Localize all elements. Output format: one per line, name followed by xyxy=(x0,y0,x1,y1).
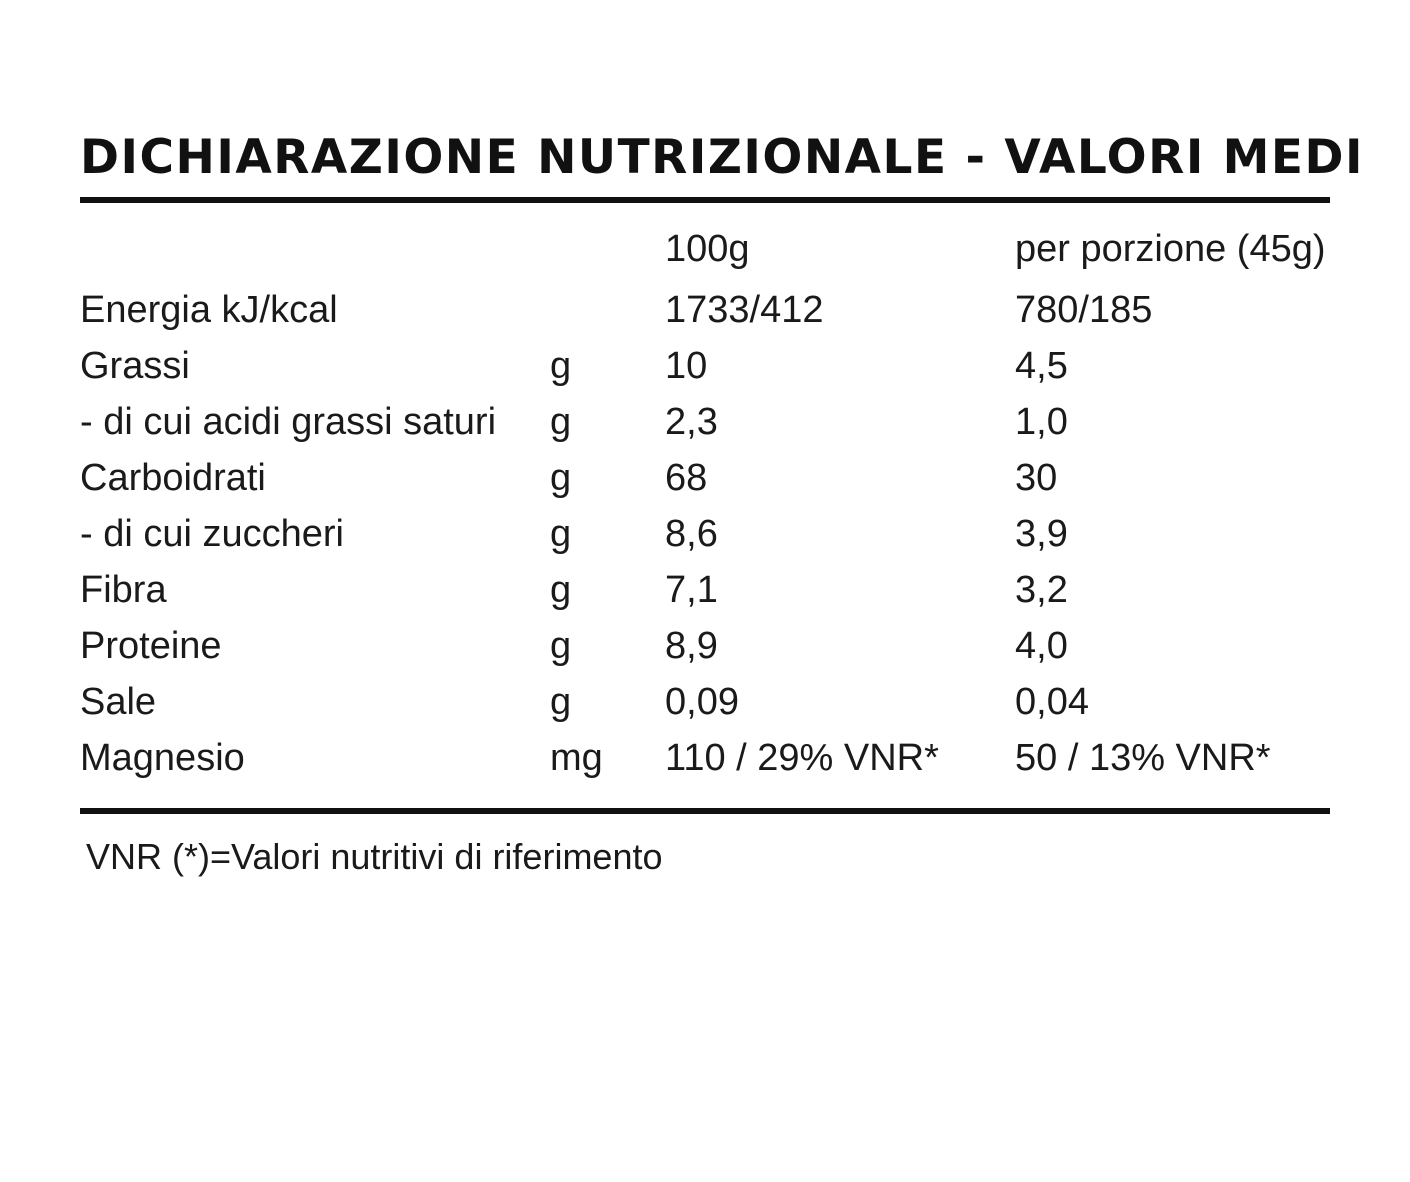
table-row xyxy=(80,282,1330,338)
table-row xyxy=(80,674,1330,730)
column-header-nutrient xyxy=(80,221,550,282)
nutrient-unit xyxy=(550,282,665,338)
nutrient-value-portion: 50 / 13% VNR* xyxy=(1015,737,1271,779)
nutrient-value-100g: 2,3 xyxy=(665,401,718,443)
nutrient-value-100g: 1733/412 xyxy=(665,289,824,331)
table-row xyxy=(80,450,1330,506)
nutrient-name: Proteine xyxy=(80,625,222,667)
nutrient-value-portion: 4,5 xyxy=(1015,345,1068,387)
table-row xyxy=(80,618,1330,674)
nutrient-value-portion: 3,2 xyxy=(1015,569,1068,611)
nutrient-unit: g xyxy=(550,681,572,723)
nutrient-unit: g xyxy=(550,569,572,611)
nutrient-name: Fibra xyxy=(80,569,167,611)
table-row xyxy=(80,506,1330,562)
nutrient-unit: g xyxy=(550,401,572,443)
page-title: DICHIARAZIONE NUTRIZIONALE - VALORI MEDI xyxy=(80,130,1365,185)
vnr-footnote: VNR (*)=Valori nutritivi di riferimento xyxy=(86,836,663,877)
nutrient-value-100g: 7,1 xyxy=(665,569,718,611)
nutrient-name: - di cui acidi grassi saturi xyxy=(80,401,497,443)
nutrient-value-portion: 780/185 xyxy=(1015,289,1153,331)
nutrient-name: Energia kJ/kcal xyxy=(80,289,338,331)
nutrient-value-portion: 3,9 xyxy=(1015,513,1068,555)
nutrient-value-portion: 0,04 xyxy=(1015,681,1089,723)
nutrient-name: Grassi xyxy=(80,345,190,387)
column-header-unit xyxy=(550,221,665,282)
table-row xyxy=(80,338,1330,394)
nutrient-value-portion: 4,0 xyxy=(1015,625,1068,667)
table-row xyxy=(80,394,1330,450)
nutrient-name: Magnesio xyxy=(80,737,245,779)
nutrient-unit: g xyxy=(550,625,572,667)
title-divider xyxy=(80,197,1330,203)
nutrient-value-100g: 8,9 xyxy=(665,625,718,667)
table-header-row xyxy=(80,221,1330,282)
nutrient-value-100g: 10 xyxy=(665,345,708,387)
nutrient-value-portion: 30 xyxy=(1015,457,1058,499)
nutrition-table xyxy=(80,221,1330,786)
table-row xyxy=(80,562,1330,618)
nutrient-value-100g: 110 / 29% VNR* xyxy=(665,737,939,779)
nutrient-unit: g xyxy=(550,513,572,555)
nutrient-value-100g: 0,09 xyxy=(665,681,739,723)
nutrient-value-100g: 8,6 xyxy=(665,513,718,555)
table-row xyxy=(80,730,1330,786)
nutrient-unit: mg xyxy=(550,737,603,779)
nutrient-unit: g xyxy=(550,345,572,387)
nutrient-unit: g xyxy=(550,457,572,499)
nutrient-name: Carboidrati xyxy=(80,457,266,499)
nutrient-value-100g: 68 xyxy=(665,457,708,499)
column-header-per-100g: 100g xyxy=(665,228,750,270)
nutrient-name: - di cui zuccheri xyxy=(80,513,344,555)
nutrient-value-portion: 1,0 xyxy=(1015,401,1068,443)
nutrition-declaration-panel xyxy=(80,130,1365,878)
nutrient-name: Sale xyxy=(80,681,157,723)
column-header-per-portion: per porzione (45g) xyxy=(1015,228,1326,270)
